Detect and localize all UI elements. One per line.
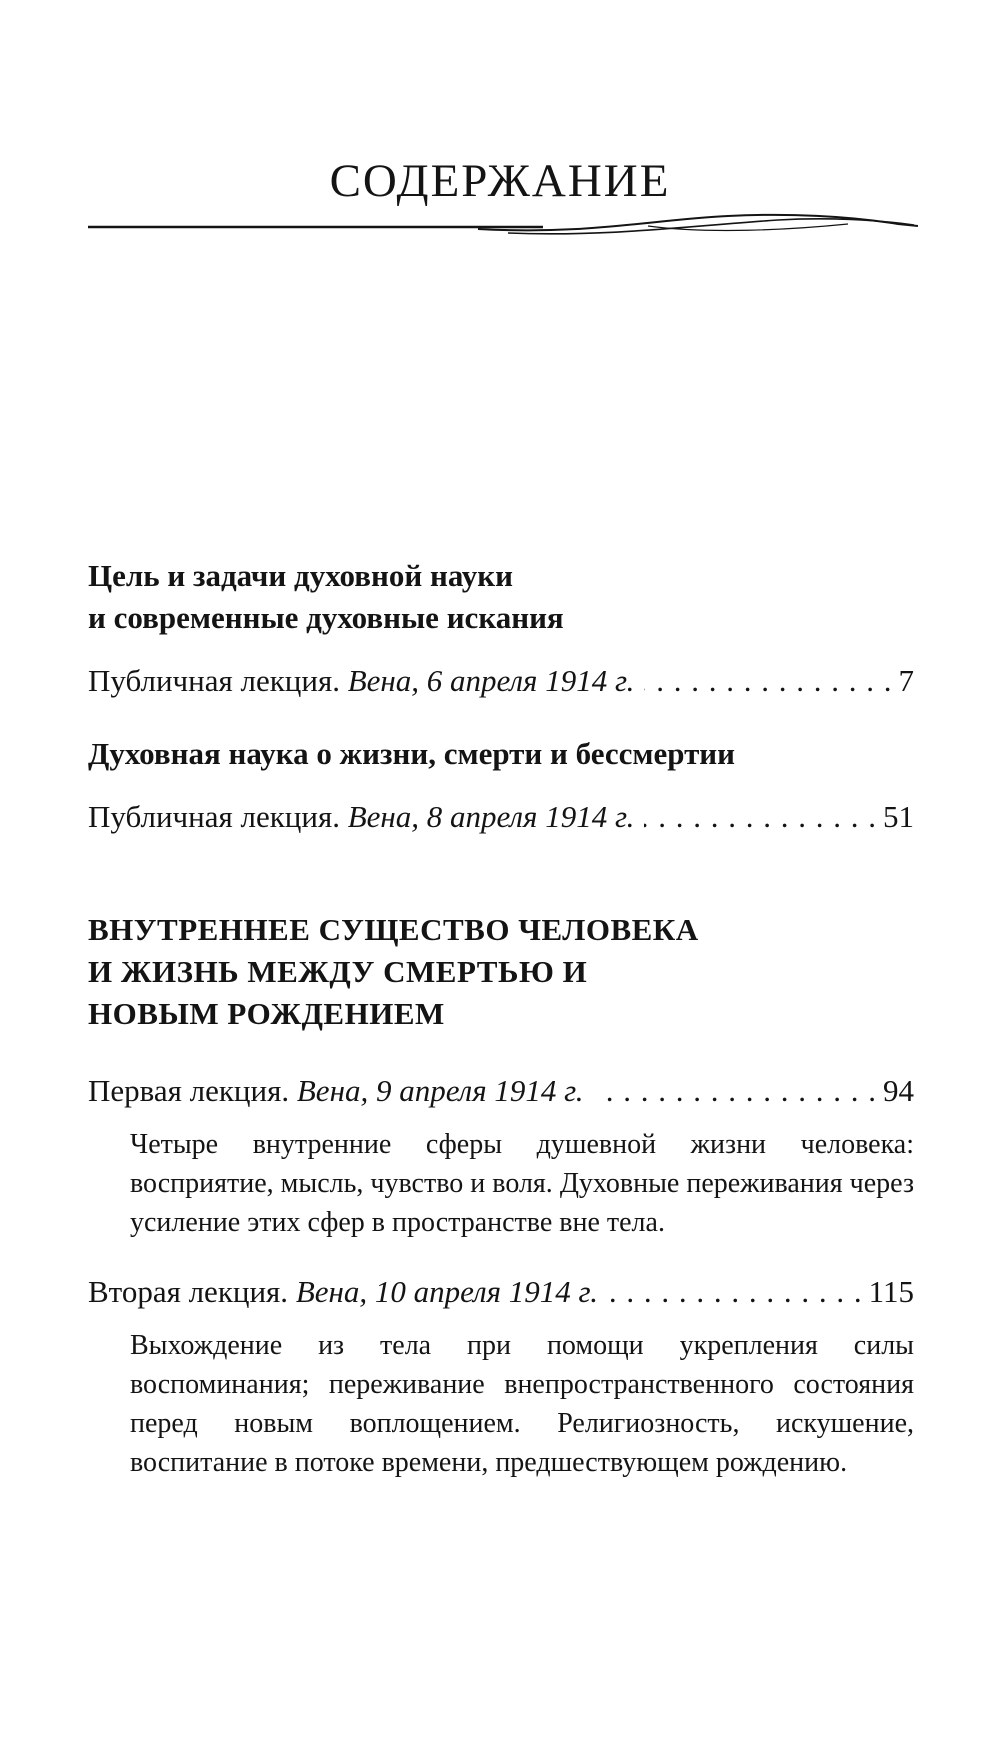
lecture-label: Вторая лекция. bbox=[88, 1274, 289, 1309]
toc-entry bbox=[88, 555, 914, 701]
title-ornament-flourish bbox=[88, 208, 918, 248]
lecture-label: Первая лекция. bbox=[88, 1073, 290, 1108]
lecture-description: Четыре внутренние сферы душевной жизни человека: восприятие, мысль, чувство и воля. Духовные переживания через усиление этих сфер в пространстве вне тела. bbox=[130, 1129, 914, 1238]
lecture-place-date: Вена, 8 апреля 1914 г. bbox=[347, 799, 635, 834]
cycle-heading bbox=[88, 909, 914, 1035]
lecture-label: Публичная лекция. bbox=[88, 663, 340, 698]
entry-heading-line: Цель и задачи духовной науки bbox=[88, 558, 513, 593]
lecture-place-date: Вена, 9 апреля 1914 г. bbox=[296, 1073, 584, 1108]
leader-dots bbox=[608, 1272, 863, 1312]
toc-entry bbox=[88, 733, 914, 837]
lecture-description: Выхождение из тела при помощи укрепления силы воспоминания; переживание внепространственного состояния перед новым воплощением. Религиозность, искушение, воспитание в потоке времени, предшествующем рождению. bbox=[130, 1330, 914, 1478]
entry-heading bbox=[88, 555, 914, 639]
page-number: 94 bbox=[883, 1073, 914, 1108]
cycle-heading-line: ВНУТРЕННЕЕ СУЩЕСТВО ЧЕЛОВЕКА bbox=[88, 912, 699, 947]
leader-dots bbox=[594, 1071, 877, 1111]
toc-line[interactable] bbox=[88, 797, 914, 837]
leader-dots bbox=[644, 661, 892, 701]
page-number: 51 bbox=[883, 799, 914, 834]
entry-heading bbox=[88, 733, 914, 775]
lecture-label: Публичная лекция. bbox=[88, 799, 340, 834]
toc-entries bbox=[88, 555, 914, 1482]
cycle-lecture bbox=[88, 1272, 914, 1482]
cycle-heading-line: НОВЫМ РОЖДЕНИЕМ bbox=[88, 996, 445, 1031]
page-title: СОДЕРЖАНИЕ bbox=[329, 155, 671, 207]
lecture-place-date: Вена, 6 апреля 1914 г. bbox=[347, 663, 635, 698]
cycle-lecture bbox=[88, 1071, 914, 1242]
page-number: 7 bbox=[898, 663, 914, 698]
page-number: 115 bbox=[868, 1274, 914, 1309]
toc-line[interactable] bbox=[88, 1071, 914, 1111]
leader-dots bbox=[644, 797, 877, 837]
lecture-cycle bbox=[88, 909, 914, 1482]
entry-heading-line: и современные духовные искания bbox=[88, 600, 564, 635]
cycle-heading-line: И ЖИЗНЬ МЕЖДУ СМЕРТЬЮ И bbox=[88, 954, 588, 989]
toc-line[interactable] bbox=[88, 1272, 914, 1312]
lecture-place-date: Вена, 10 апреля 1914 г. bbox=[295, 1274, 598, 1309]
entry-heading-line: Духовная наука о жизни, смерти и бессмертии bbox=[88, 736, 736, 771]
toc-line[interactable] bbox=[88, 661, 914, 701]
